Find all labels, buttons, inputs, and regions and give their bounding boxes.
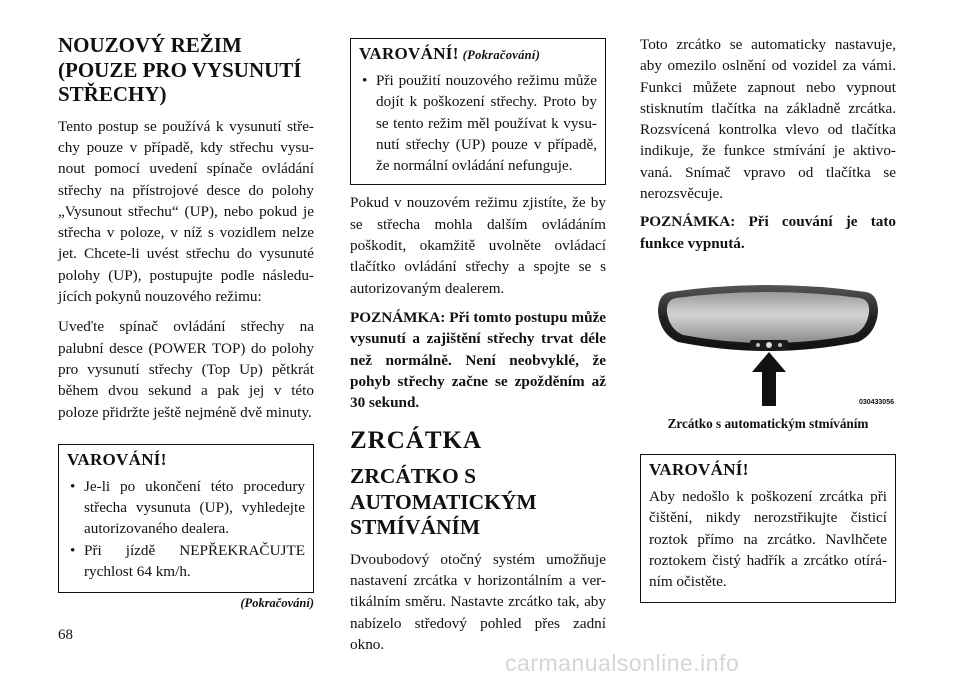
figure-code: 030433056 bbox=[858, 398, 894, 406]
mirror-figure bbox=[640, 282, 896, 414]
warning-box-continued bbox=[350, 38, 606, 185]
dimming-button bbox=[766, 342, 772, 348]
warning-item: • Při jízdě NEPŘEKRAČUJTE rychlost 64 km/h. bbox=[67, 540, 305, 583]
continued-label: (Pokračování) bbox=[240, 596, 314, 611]
warning-item: • Je-li po ukončení této procedury střecha vysunuta (UP), vyhledejte autorizovaného dealera. bbox=[67, 476, 305, 540]
figure-caption: Zrcátko s automatickým stmíváním bbox=[667, 415, 869, 431]
mirror-illustration bbox=[640, 282, 896, 414]
left-column bbox=[58, 0, 314, 611]
arrow-up-icon bbox=[752, 352, 786, 406]
emergency-steps-paragraph: Uveďte spínač ovládání střechy na palubní desce (POWER TOP) do polohy pro vysunutí střechy (Top Up) pětkrát během dvou sekund a pak jej v této poloze přidržte ještě nejméně dvě minuty. bbox=[58, 318, 314, 421]
warning-list bbox=[359, 70, 597, 176]
right-column bbox=[640, 0, 896, 603]
mirror-warning-box bbox=[640, 454, 896, 603]
mirror-adjust-paragraph: Dvoubodový otočný systém umožňuje nastavení zrcátka v horizontálním a ver-tikálním směru. Nastavte zrcátko tak, aby nabízelo středový pohled přes zadní okno. bbox=[350, 550, 606, 654]
warning-text: Aby nedošlo k poškození zrcátka při čištění, nikdy nerozstřikujte čisticí roztok přímo na zrcátko. Navlhčete roztokem čistý hadřík a zrcátko otírá-ním očistěte. bbox=[649, 487, 887, 591]
warning-title bbox=[359, 44, 597, 64]
emergency-mode-heading: NOUZOVÝ REŽIM (POUZE PRO VYSUNUTÍ STŘECHY) bbox=[58, 33, 302, 107]
damage-paragraph: Pokud v nouzovém režimu zjistíte, že by se střecha mohla dalším ovládáním poškodit, okamžitě uvolněte ovládací tlačítko ovládání střechy a spojte se s autorizovaným dealerem. bbox=[350, 194, 606, 297]
emergency-intro-paragraph: Tento postup se používá k vysunutí stře-chy pouze v případě, kdy střechu vysu-nout pomocí uvedení spínače ovládání střechy na přístrojové desce do polohy „Vysunout střechu“ (UP), nebo pokud je střecha v poloze, v níž s vozidlem nelze jet. Chcete-li uvést střechu do vysunuté polohy (UP), postupujte podle následu-jících pokynů nouzového režimu: bbox=[58, 117, 314, 306]
warning-title-text: VAROVÁNÍ! bbox=[359, 44, 459, 63]
warning-continued-label: (Pokračování) bbox=[462, 48, 541, 62]
indicator-light bbox=[756, 343, 760, 347]
warning-list bbox=[67, 476, 305, 582]
middle-column bbox=[350, 0, 606, 655]
warning-title: VAROVÁNÍ! bbox=[649, 459, 749, 479]
page-number: 68 bbox=[58, 627, 73, 643]
warning-title: VAROVÁNÍ! bbox=[67, 449, 167, 469]
watermark: carmanualsonline.info bbox=[505, 650, 740, 676]
mirror-subheading: ZRCÁTKO S AUTOMATICKÝM STMÍVÁNÍM bbox=[350, 464, 537, 539]
auto-dim-paragraph: Toto zrcátko se automaticky nastavuje, aby omezilo oslnění od vozidel za vámi. Funkci můžete zapnout nebo vypnout stisknutím tlačítka na základně zrcátka. Rozsvícená kontrolka vlevo od tlačítka indikuje, že funkce stmívání je aktivo-vaná. Snímač vpravo od tlačítka se nerozsvěcuje. bbox=[640, 36, 896, 203]
warning-box bbox=[58, 444, 314, 593]
warning-item: • Při použití nouzového režimu může dojít k poškození střechy. Proto by se tento režim měl používat k vysu-nutí střechy (UP) pouze v případě, že normální ovládání nefunguje. bbox=[359, 70, 597, 176]
reverse-note: POZNÁMKA: Při couvání je tato funkce vypnutá. bbox=[640, 213, 896, 252]
note-paragraph: POZNÁMKA: Při tomto postupu může vysunutí a zajištění střechy trvat déle než normálně. Není neobvyklé, že pohyb střechy začne se zpožděním až 30 sekund. bbox=[350, 308, 606, 412]
sensor-light bbox=[778, 343, 782, 347]
section-title: ZRCÁTKA bbox=[350, 427, 483, 455]
